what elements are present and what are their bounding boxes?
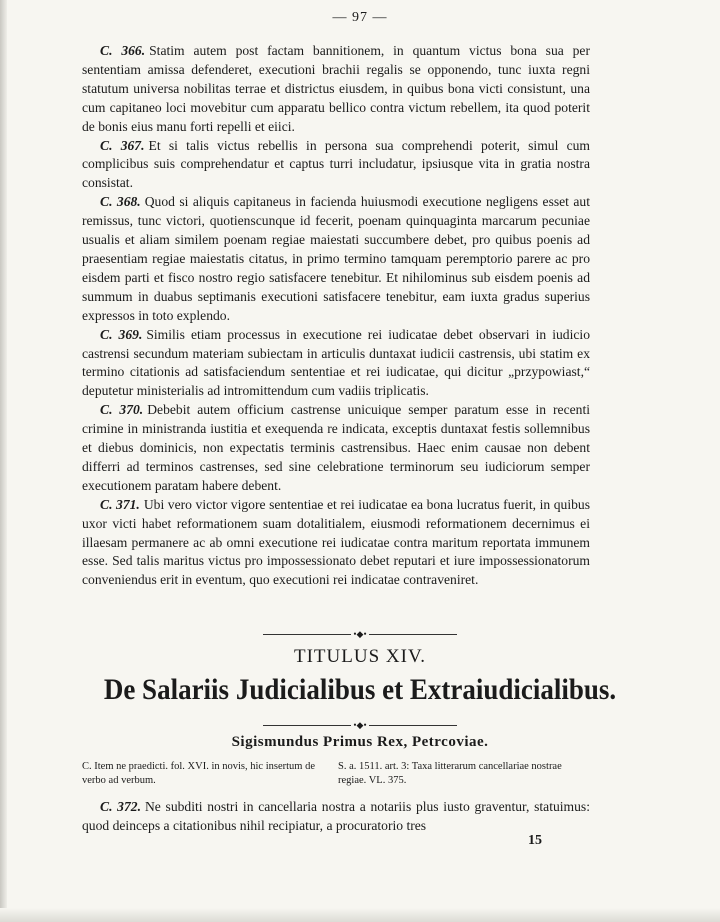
main-text xyxy=(82,42,590,590)
ornament-icon: •◆• xyxy=(353,628,367,639)
paragraph-370 xyxy=(82,401,590,496)
headline-divider xyxy=(0,716,720,734)
paragraph-text: Quod si aliquis capitaneus in facienda huiusmodi executione negligens esset aut remissus, tunc victori, quotienscunque id fecerit, poenam quinquaginta marcarum pecuniae usualis et aliam similem poenam regiae maiestati succumbere debet, pro quibus poenis ad praesentiam regiae maiestatis citatus, in primo termino tamquam peremptorio parere ac pro eisdem parti et fisco nostro regio satisfacere tenebitur. Et nihilominus sub eisdem poenis ad summum in duabus septimanis executioni satisfacere tenebitur, eam iuxta gradus superius expressos in toto explendo. xyxy=(82,194,591,323)
paragraph-number: C. 370. xyxy=(100,402,144,418)
paragraph-number: C. 368. xyxy=(100,194,141,210)
paragraph-text: Statim autem post factam bannitionem, in quantum victus bona sua per sententiam amissa defenderet, executioni brachii regalis se opponendo, tunc iuxta regni statutum universa nobilitas terrae et districtus eiusdem, in quibus bona victi consistunt, una cum capitaneo loci movebitur cum apparatu bellico contra victum rebellem, ita quod poterit de bonis eius manu forti repelli et eiici. xyxy=(82,43,590,134)
titulus-heading: TITULUS XIV. xyxy=(294,646,426,667)
paragraph-text: Ubi vero victor vigore sententiae et rei iudicatae ea bona lucratus fuerit, in quibus uxor victi habet reformationem suam dotalitialem, eiusmodi reformationem decernimus ei illaesam permanere ac ab omni executione rei iudicatae contra maritum reportata immunem esse. Sed talis maritus victus pro impossessionato debet reputari et iure impossessionatorum conveniendus erit in eventum, quo executioni rei indicatae contraveniret. xyxy=(82,496,590,588)
ornament-icon: •◆• xyxy=(353,719,367,730)
paragraph-367 xyxy=(82,137,590,194)
page-bottom-edge xyxy=(0,908,720,922)
reference-left: C. Item ne praedicti. fol. XVI. in novis, hic insertum de verbo ad verbum. xyxy=(82,761,315,786)
paragraph-366 xyxy=(82,42,590,137)
reference-notes xyxy=(82,760,590,788)
page-left-edge xyxy=(0,0,7,922)
paragraph-text: Ne subditi nostri in cancellaria nostra a notariis plus iusto graventur, statuimus: quod deinceps a citationibus nihil recipiatur, a procuratorio tres xyxy=(82,799,590,833)
page-number: — 97 — xyxy=(332,10,388,25)
paragraph-text: Similis etiam processus in executione rei iudicatae debet observari in iudicio castrensi secundum materiam subiectam in articulis duntaxat iudicii castrensis, ubi statim ex termino citationis ad satisfaciendum sententiae et rei iudicatae, qui dicitur „przypowiast,“ deputetur ministerialis ad intromittendum cum vadiis triplicatis. xyxy=(82,326,590,399)
paragraph-372 xyxy=(82,798,590,836)
paragraph-number: C. 369. xyxy=(100,326,143,342)
divider-line xyxy=(369,725,457,726)
paragraph-text: Et si talis victus rebellis in persona sua comprehendi poterit, simul cum complicibus suis comprehendatur et captus turri includatur, ipsiusque vita in gratia nostra consistat. xyxy=(82,137,590,191)
divider-line xyxy=(263,634,351,635)
paragraph-number: C. 372. xyxy=(100,799,141,814)
signature-mark: 15 xyxy=(528,833,542,848)
paragraph-number: C. 367. xyxy=(100,137,145,153)
divider-line xyxy=(369,634,457,635)
divider-line xyxy=(263,725,351,726)
subheading: Sigismundus Primus Rex, Petrcoviae. xyxy=(231,734,489,750)
paragraph-371 xyxy=(82,496,590,591)
section-divider xyxy=(0,625,720,643)
paragraph-369 xyxy=(82,326,590,402)
paragraph-number: C. 371. xyxy=(100,496,140,512)
reference-right: S. a. 1511. art. 3: Taxa litterarum cancellariae nostrae regiae. VL. 375. xyxy=(338,761,562,786)
paragraph-text: Debebit autem officium castrense unicuique semper paratum esse in recenti crimine in ministranda iustitia et exequenda re indicata, exceptis duntaxat festis sollemnibus et diebus dominicis, non expectatis terminis castrensibus. Haec enim causae non debent differri ad terminos castrenses, sed sine celebratione terminorum seu iudiciorum semper executionem paratam habere debent. xyxy=(82,402,591,493)
paragraph-number: C. 366. xyxy=(100,43,146,58)
section-headline: De Salariis Judicialibus et Extraiudicialibus. xyxy=(103,673,617,706)
paragraph-368 xyxy=(82,193,590,325)
